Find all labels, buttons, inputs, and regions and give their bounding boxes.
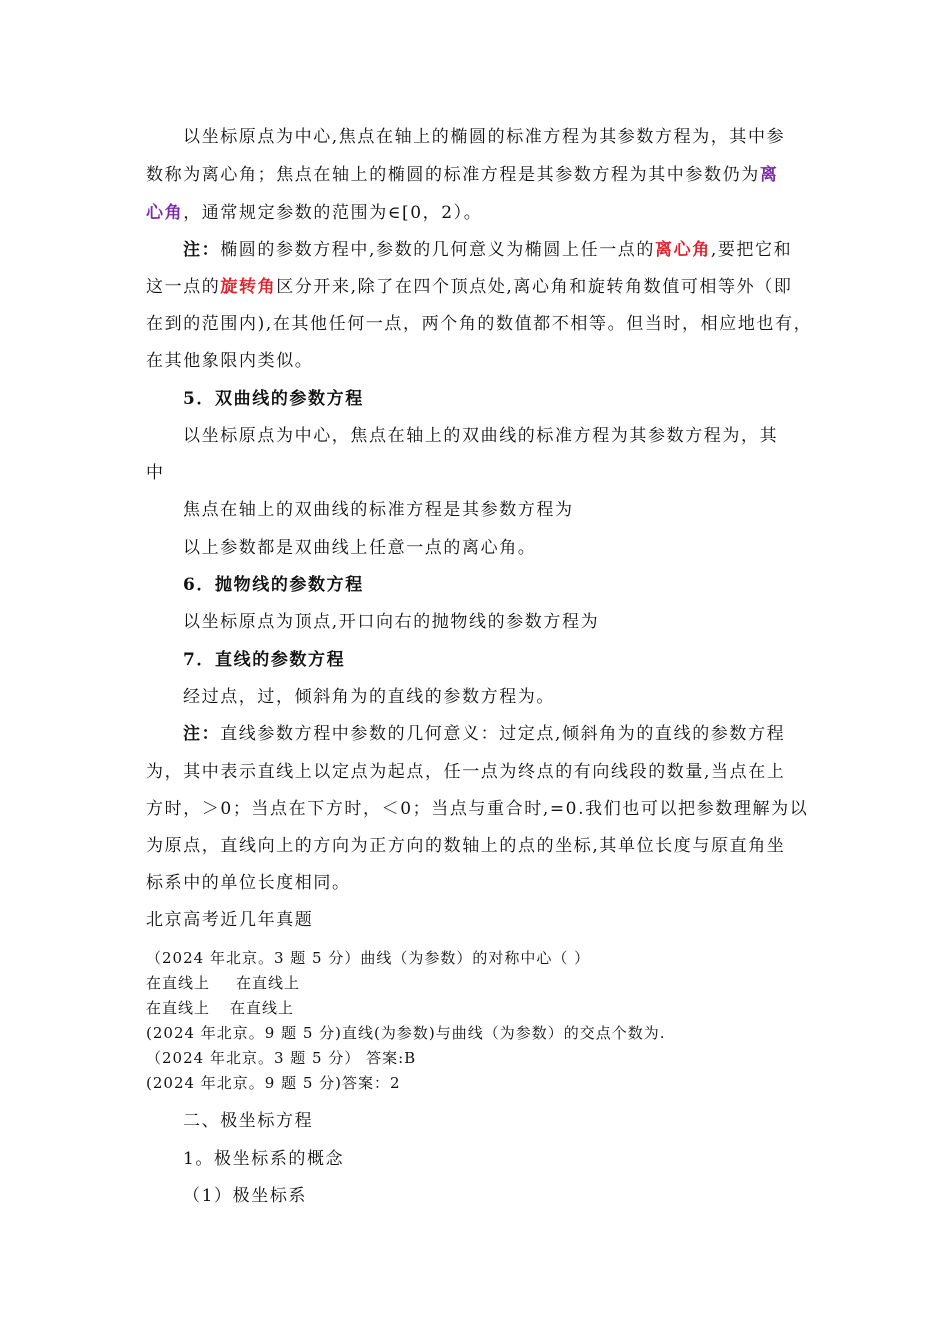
option-c: 在直线上 [146,999,211,1017]
section-7-title: 7．直线的参数方程 [183,650,346,670]
hyperbola-line-1: 以坐标原点为中心，焦点在轴上的双曲线的标准方程为其参数方程为，其 [183,426,779,446]
note-eccentric-angle-line-3: 在到的范围内),在其他任何一点，两个角的数值都不相等。但当时，相应地也有， [146,314,813,334]
ellipse-paragraph-line-2: 数称为离心角；焦点在轴上的椭圆的标准方程是其参数方程为其中参数仍为离 [146,165,779,185]
note-line-param-line-2: 为，其中表示直线上以定点为起点，任一点为终点的有向线段的数量,当点在上 [146,762,786,782]
note-label: 注： [183,240,221,260]
note-line-param-line-3: 方时，＞0；当点在下方时，＜0；当点与重合时,=0.我们也可以把参数理解为以 [146,799,809,819]
hyperbola-line-3: 焦点在轴上的双曲线的标准方程是其参数方程为 [183,500,574,520]
option-b: 在直线上 [236,974,301,992]
exam-question-1: （2024 年北京。3 题 5 分）曲线（为参数）的对称中心（ ） [146,949,591,967]
ellipse-paragraph-line-1: 以坐标原点为中心,焦点在轴上的椭圆的标准方程为其参数方程为，其中参 [183,127,786,147]
note-line-param-line-1: 注：直线参数方程中参数的几何意义：过定点,倾斜角为的直线的参数方程 [183,724,786,744]
exam-answer-2: (2024 年北京。9 题 5 分)答案：2 [146,1074,401,1092]
exam-options-row-2 [146,998,294,1018]
option-d: 在直线上 [230,999,295,1017]
exam-heading: 北京高考近几年真题 [146,910,314,930]
line-param-line-1: 经过点，过，倾斜角为的直线的参数方程为。 [183,687,555,707]
exam-options-row-1 [146,973,300,993]
ellipse-paragraph-line-3: 心角，通常规定参数的范围为∈[0，2）。 [146,203,483,223]
hyperbola-line-4: 以上参数都是双曲线上任意一点的离心角。 [183,538,537,558]
exam-question-2: (2024 年北京。9 题 5 分)直线(为参数)与曲线（为参数）的交点个数为. [146,1024,666,1042]
parabola-line-1: 以坐标原点为顶点,开口向右的抛物线的参数方程为 [183,612,600,632]
note-eccentric-angle-line-1: 注：椭圆的参数方程中,参数的几何意义为椭圆上任一点的离心角,要把它和 [183,240,793,260]
polar-subsection-1-1: （1）极坐标系 [183,1186,308,1206]
section-6-title: 6．抛物线的参数方程 [183,575,364,595]
option-a: 在直线上 [146,974,211,992]
exam-answer-1: （2024 年北京。3 题 5 分） 答案:B [146,1049,417,1067]
polar-section-title: 二、极坐标方程 [183,1111,314,1131]
section-5-title: 5．双曲线的参数方程 [183,389,364,409]
note-eccentric-angle-line-2: 这一点的旋转角区分开来,除了在四个顶点处,离心角和旋转角数值可相等外（即 [146,277,793,297]
note-line-param-line-5: 标系中的单位长度相同。 [146,873,351,893]
note-eccentric-angle-line-4: 在其他象限内类似。 [146,351,314,371]
note-label: 注： [183,724,221,744]
hyperbola-line-2: 中 [146,463,165,483]
polar-subsection-1: 1。极坐标系的概念 [183,1149,345,1169]
note-line-param-line-4: 为原点，直线向上的方向为正方向的数轴上的点的坐标,其单位长度与原直角坐 [146,836,786,856]
